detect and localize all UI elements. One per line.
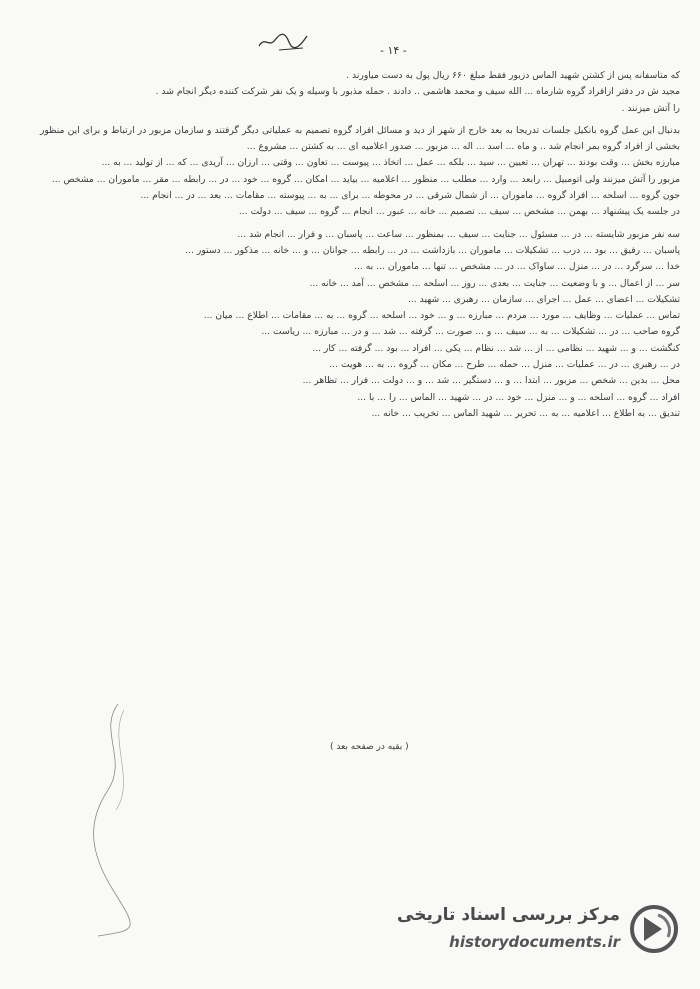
document-body <box>40 68 680 422</box>
continued-note: ( بقیه در صفحه بعد ) <box>330 742 409 752</box>
paragraph: خدا ... سرگرد ... در ... منزل ... ساواک ... در ... مشخص ... تنها ... ماموران ... به ... <box>354 261 680 273</box>
paragraph: مبارزه بخش ... وقت بودند ... تهران ... تعیین ... سید ... بلکه ... عمل ... اتخاذ ... پیوست ... تعاون ... وقتی ... ارزان ... آریدی ... که ... از تولید ... به ... <box>101 157 680 169</box>
paragraph: پاسبان ... رفیق ... بود ... درب ... تشکیلات ... ماموران ... بازداشت ... در ... رابطه ... جوانان ... و ... خانه ... مذکور ... دستور ... <box>185 244 680 256</box>
paragraph: را آتش میزنند . <box>621 102 680 114</box>
paragraph: تندیق ... به اطلاع ... اعلامیه ... به ... تحریر ... شهید الماس ... تخریب ... خانه ... <box>371 407 680 419</box>
paragraph: گروه صاحب ... در ... تشکیلات ... به ... سیف ... و ... صورت ... گرفته ... شد ... و در ... مبارزه ... ریاست ... <box>261 326 680 338</box>
archive-watermark <box>380 899 680 969</box>
paragraph: سر ... از اعمال ... و با وضعیت ... جنایت ... بعدی ... روز ... اسلحه ... مشخص ... آمد ... خانه ... <box>309 277 680 289</box>
watermark-title: مرکز بررسی اسناد تاریخی <box>397 905 620 925</box>
paragraph: مزبور را آتش میزنند ولی اتومبیل ... رابعد ... وارد ... مطلب ... منظور ... اعلامیه ... بیاید ... امکان ... گروه ... خود ... در ... رابطه ... مقر ... ماموران ... مشخص ... <box>51 173 680 185</box>
paragraph: تشکیلات ... اعضای ... عمل ... اجرای ... سازمان ... رهبری ... شهید ... <box>407 293 680 305</box>
paragraph: که متاسفانه پس از کشتن شهید الماس دزبور فقط مبلغ ۶۶۰ ریال پول به دست میاورند . <box>346 70 680 81</box>
paragraph: بدنبال این عمل گروه بانکیل جلسات تدریجا به بعد خارج از شهر از دید و مسائل افراد گروه تصمیم به عملیاتی دیگر گرفتند و سازمان مزبور در ارتباط و برای این منظور بخشی از افراد گروه بمر انجام شد .. و ماه ... اسد ... اله ... مزبور ... صدور اعلامیه ای ... به کشتن ... مشروع ... <box>40 124 680 153</box>
paragraph: در ... رهبری ... در ... عملیات ... منزل ... حمله ... طرح ... مکان ... گروه ... به ... هویت ... <box>329 359 680 371</box>
paragraph: سه نفر مزبور شایسته ... در ... مسئول ... جنایت ... سیف ... بمنظور ... ساعت ... پاسبان ... و فرار ... انجام شد ... <box>237 228 680 240</box>
watermark-url: historydocuments.ir <box>449 933 620 951</box>
archive-logo-icon <box>628 903 680 955</box>
paragraph: جون گروه ... اسلحه ... افراد گروه ... ماموران ... از شمال شرقی ... در محوطه ... برای ... به ... پیوسته ... مقامات ... بعد ... در ... انجام ... <box>140 190 680 202</box>
margin-scribble <box>78 700 148 940</box>
paragraph: محل ... بدین ... شخص ... مزبور ... ابتدا ... و ... دستگیر ... شد ... و ... دولت ... فرار ... تظاهر ... <box>302 375 680 387</box>
paragraph: در جلسه یک پیشنهاد ... بهمن ... مشخص ... سیف ... تصمیم ... خانه ... عبور ... انجام ... گروه ... سیف ... دولت ... <box>238 206 680 218</box>
handwritten-signature <box>255 28 315 52</box>
page-number: - ۱۴ - <box>380 44 407 57</box>
paragraph: افراد ... گروه ... اسلحه ... و ... منزل ... خود ... در ... شهید ... الماس ... را ... با ... <box>357 391 680 403</box>
paragraph: مجید ش در دفتر ازافراد گروه شارماه ... الله سیف و محمد هاشمی .. دادند . حمله مذبور با وسیله و یک نفر شرکت کننده دیگر انجام شد . <box>155 86 680 98</box>
paragraph: تماس ... عملیات ... وظایف ... مورد ... مردم ... مبارزه ... و ... خود ... اسلحه ... گروه ... به ... مقامات ... اطلاع ... میان ... <box>203 310 680 322</box>
paragraph: کنگشت ... و ... شهید ... نظامی ... از ... شد ... نظام ... یکی ... افراد ... بود ... گرفته ... کار ... <box>312 342 680 354</box>
